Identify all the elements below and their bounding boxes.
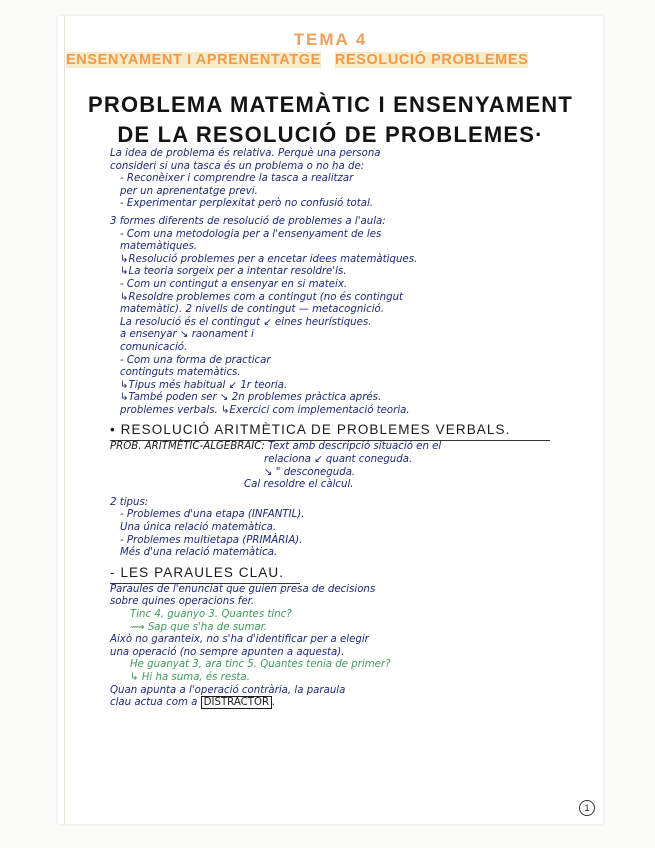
note-line: 2 tipus: [110, 496, 149, 508]
note-line: clau actua com a DISTRACTOR . [110, 697, 276, 709]
note-line: ↳La teoria sorgeix per a intentar resoldre'ls. [120, 266, 347, 278]
note-line: Cal resoldre el càlcul. [244, 479, 354, 491]
note-line: matemàtic). 2 nivells de contingut — metacognició. [120, 304, 385, 316]
section-heading-keywords [110, 564, 588, 584]
subject-part-2: RESOLUCIÓ PROBLEMES [334, 52, 529, 68]
note-line: Una única relació matemàtica. [120, 522, 277, 534]
section-heading-text: - LES PARAULES CLAU. [110, 564, 285, 580]
example-line: Tinc 4, guanyo 3. Quantes tinc? [130, 609, 292, 620]
note-line: - Reconèixer i comprendre la tasca a realitzar [120, 173, 354, 185]
note-line: - Problemes multietapa (PRIMÀRIA). [120, 534, 303, 546]
note-line: ↳Resoldre problemes com a contingut (no és contingut [120, 291, 404, 303]
page-number: 1 [579, 800, 595, 816]
note-line: relaciona ↙ quant coneguda. [264, 454, 413, 466]
note-line: - Com una forma de practicar [120, 354, 271, 366]
note-line: 3 formes diferents de resolució de problemes a l'aula: [110, 215, 386, 227]
example-line: He guanyat 3, ara tinc 5. Quantes tenia de primer? [130, 659, 391, 671]
section-heading-arithmetic [110, 421, 588, 441]
notes-body [110, 148, 588, 710]
page-title-line-1: PROBLEMA MATEMÀTIC I ENSENYAMENT [88, 92, 573, 117]
note-line: matemàtiques. [120, 241, 198, 253]
subject-part-1: ENSENYAMENT I APRENENTATGE [66, 52, 321, 68]
note-line: per un aprenentatge previ. [120, 185, 258, 197]
note-line: - Com un contingut a ensenyar en si mateix. [120, 278, 348, 290]
note-line: comunicació. [120, 341, 188, 353]
note-line: - Com una metodologia per a l'ensenyament de les [120, 228, 382, 240]
note-line: problemes verbals. ↳Exercici com implementació teoria. [120, 404, 410, 416]
note-line: - Experimentar perplexitat però no confusió total. [120, 198, 374, 210]
note-line: a ensenyar ↘ raonament i [120, 329, 254, 341]
subject-heading [66, 52, 528, 68]
note-line: ↳També poden ser ↘ 2n problemes pràctica aprés. [120, 392, 382, 404]
note-line: - Problemes d'una etapa (INFANTIL). [120, 509, 305, 521]
note-line: ↳Tipus més habitual ↙ 1r teoria. [120, 379, 288, 391]
note-line: Quan apunta a l'operació contrària, la paraula [110, 684, 346, 696]
notebook-page [58, 16, 603, 824]
note-line: sobre quines operacions fer. [110, 596, 255, 608]
note-line: La resolució és el contingut ↙ eines heurístiques. [120, 316, 372, 328]
distractor-box: DISTRACTOR [201, 696, 272, 709]
note-line: ↳Resolució problemes per a encetar idees matemàtiques. [120, 253, 418, 265]
definition-line [110, 441, 588, 454]
example-line: ↳ Hi ha suma, és resta. [130, 671, 250, 683]
note-line: Paraules de l'enunciat que guien presa de decisions [110, 583, 376, 595]
note-line: Això no garanteix, no s'ha d'identificar per a elegir [110, 634, 369, 646]
example-line: ⟿ Sap que s'ha de sumar. [130, 621, 268, 633]
note-line: una operació (no sempre apunten a aquesta). [110, 646, 345, 658]
section-heading-text: • RESOLUCIÓ ARITMÈTICA DE PROBLEMES VERBALS. [110, 422, 511, 438]
note-line: ↘ " desconeguda. [264, 466, 356, 478]
tema-heading: TEMA 4 [293, 30, 368, 49]
note-line: Text amb descripció situació en el [268, 441, 442, 453]
page-title-line-2: DE LA RESOLUCIÓ DE PROBLEMES· [117, 122, 544, 147]
definition-label: PROB. ARITMÈTIC-ALGEBRAIC: [110, 441, 265, 453]
note-line: Més d'una relació matemàtica. [120, 547, 278, 559]
note-line: La idea de problema és relativa. Perquè una persona [110, 148, 381, 159]
note-line: consideri si una tasca és un problema o no ha de: [110, 160, 365, 172]
note-line: continguts matemàtics. [120, 367, 241, 379]
